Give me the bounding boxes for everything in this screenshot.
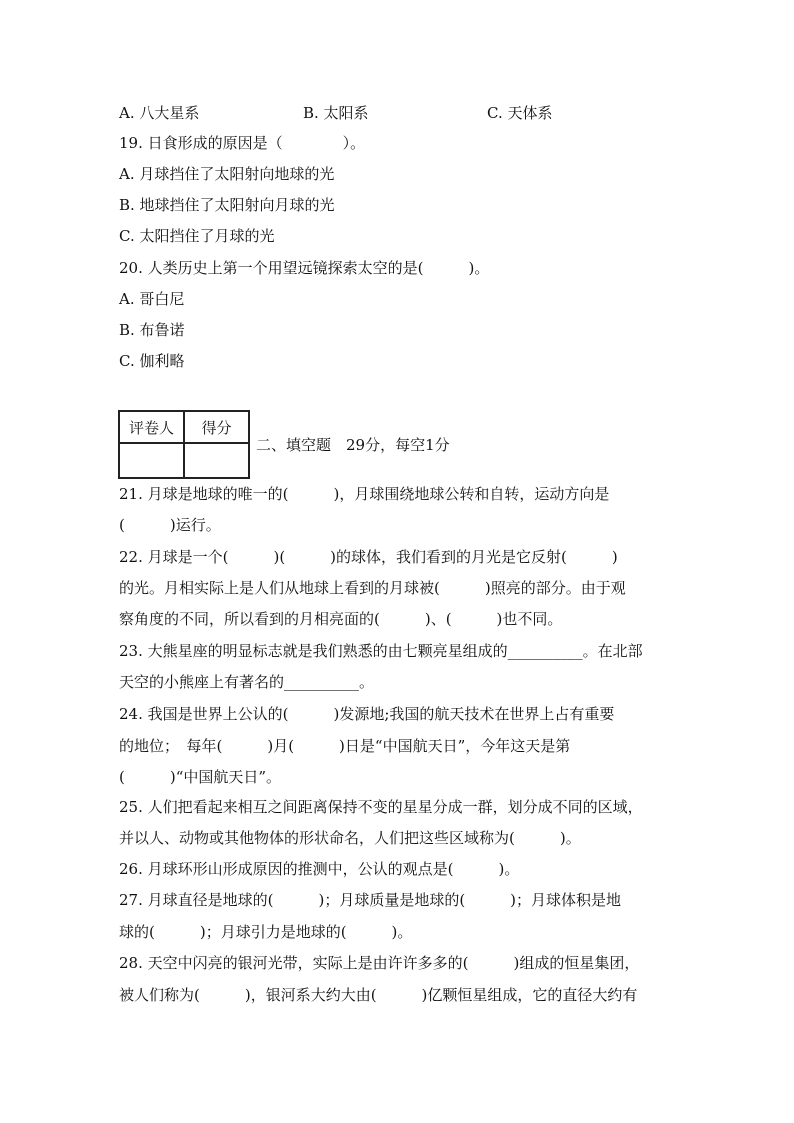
- text-line: 的地位； 每年( )月( )日是“中国航天日”，今年这天是第: [119, 737, 571, 755]
- text-line: 22. 月球是一个( )( )的球体，我们看到的月光是它反射( ): [119, 548, 618, 566]
- text-line: 球的( )；月球引力是地球的( )。: [119, 923, 413, 941]
- score-table: [118, 410, 250, 479]
- text-line: 26. 月球环形山形成原因的推测中，公认的观点是( )。: [119, 860, 520, 878]
- q18-options: [119, 102, 679, 122]
- text-line: 25. 人们把看起来相互之间距离保持不变的星星分成一群，划分成不同的区域，: [119, 798, 643, 816]
- score-table-score-label: 得分: [184, 411, 249, 443]
- text-line: 21. 月球是地球的唯一的( )，月球围绕地球公转和自转，运动方向是: [119, 485, 610, 503]
- q20-option-b: B. 布鲁诺: [119, 321, 185, 339]
- text-line: 被人们称为( )，银河系大约大由( )亿颗恒星组成，它的直径大约有: [119, 986, 638, 1004]
- score-table-grader-label: 评卷人: [119, 411, 184, 443]
- q19-option-c: C. 太阳挡住了月球的光: [119, 227, 275, 245]
- text-line: 23. 大熊星座的明显标志就是我们熟悉的由七颗亮星组成的__________。在北部: [119, 642, 643, 660]
- q20-stem: 20. 人类历史上第一个用望远镜探索太空的是( )。: [119, 259, 490, 277]
- q18-option-c: C. 天体系: [487, 104, 553, 122]
- score-table-score-cell: [184, 443, 249, 478]
- text-line: ( )运行。: [119, 516, 221, 534]
- q19-stem: 19. 日食形成的原因是（ ）。: [119, 134, 366, 152]
- text-line: 天空的小熊座上有著名的__________。: [119, 673, 375, 691]
- q20-option-c: C. 伽利略: [119, 352, 185, 370]
- q19-option-b: B. 地球挡住了太阳射向月球的光: [119, 196, 335, 214]
- section-2-title: 二、填空题 29分，每空1分: [256, 436, 450, 454]
- text-line: 27. 月球直径是地球的( )；月球质量是地球的( )；月球体积是地: [119, 891, 622, 909]
- score-table-grader-cell: [119, 443, 184, 478]
- text-line: 察角度的不同，所以看到的月相亮面的( )、( )也不同。: [119, 610, 563, 628]
- q20-option-a: A. 哥白尼: [119, 290, 185, 308]
- text-line: 的光。月相实际上是人们从地球上看到的月球被( )照亮的部分。由于观: [119, 579, 626, 597]
- text-line: 28. 天空中闪亮的银河光带，实际上是由许许多多的( )组成的恒星集团，: [119, 954, 640, 972]
- q18-option-a: A. 八大星系: [119, 104, 200, 122]
- text-line: ( )“中国航天日”。: [119, 768, 282, 786]
- q18-option-b: B. 太阳系: [303, 104, 369, 122]
- q19-option-a: A. 月球挡住了太阳射向地球的光: [119, 165, 335, 183]
- text-line: 24. 我国是世界上公认的( )发源地;我国的航天技术在世界上占有重要: [119, 705, 615, 723]
- text-line: 并以人、动物或其他物体的形状命名，人们把这些区域称为( )。: [119, 829, 581, 847]
